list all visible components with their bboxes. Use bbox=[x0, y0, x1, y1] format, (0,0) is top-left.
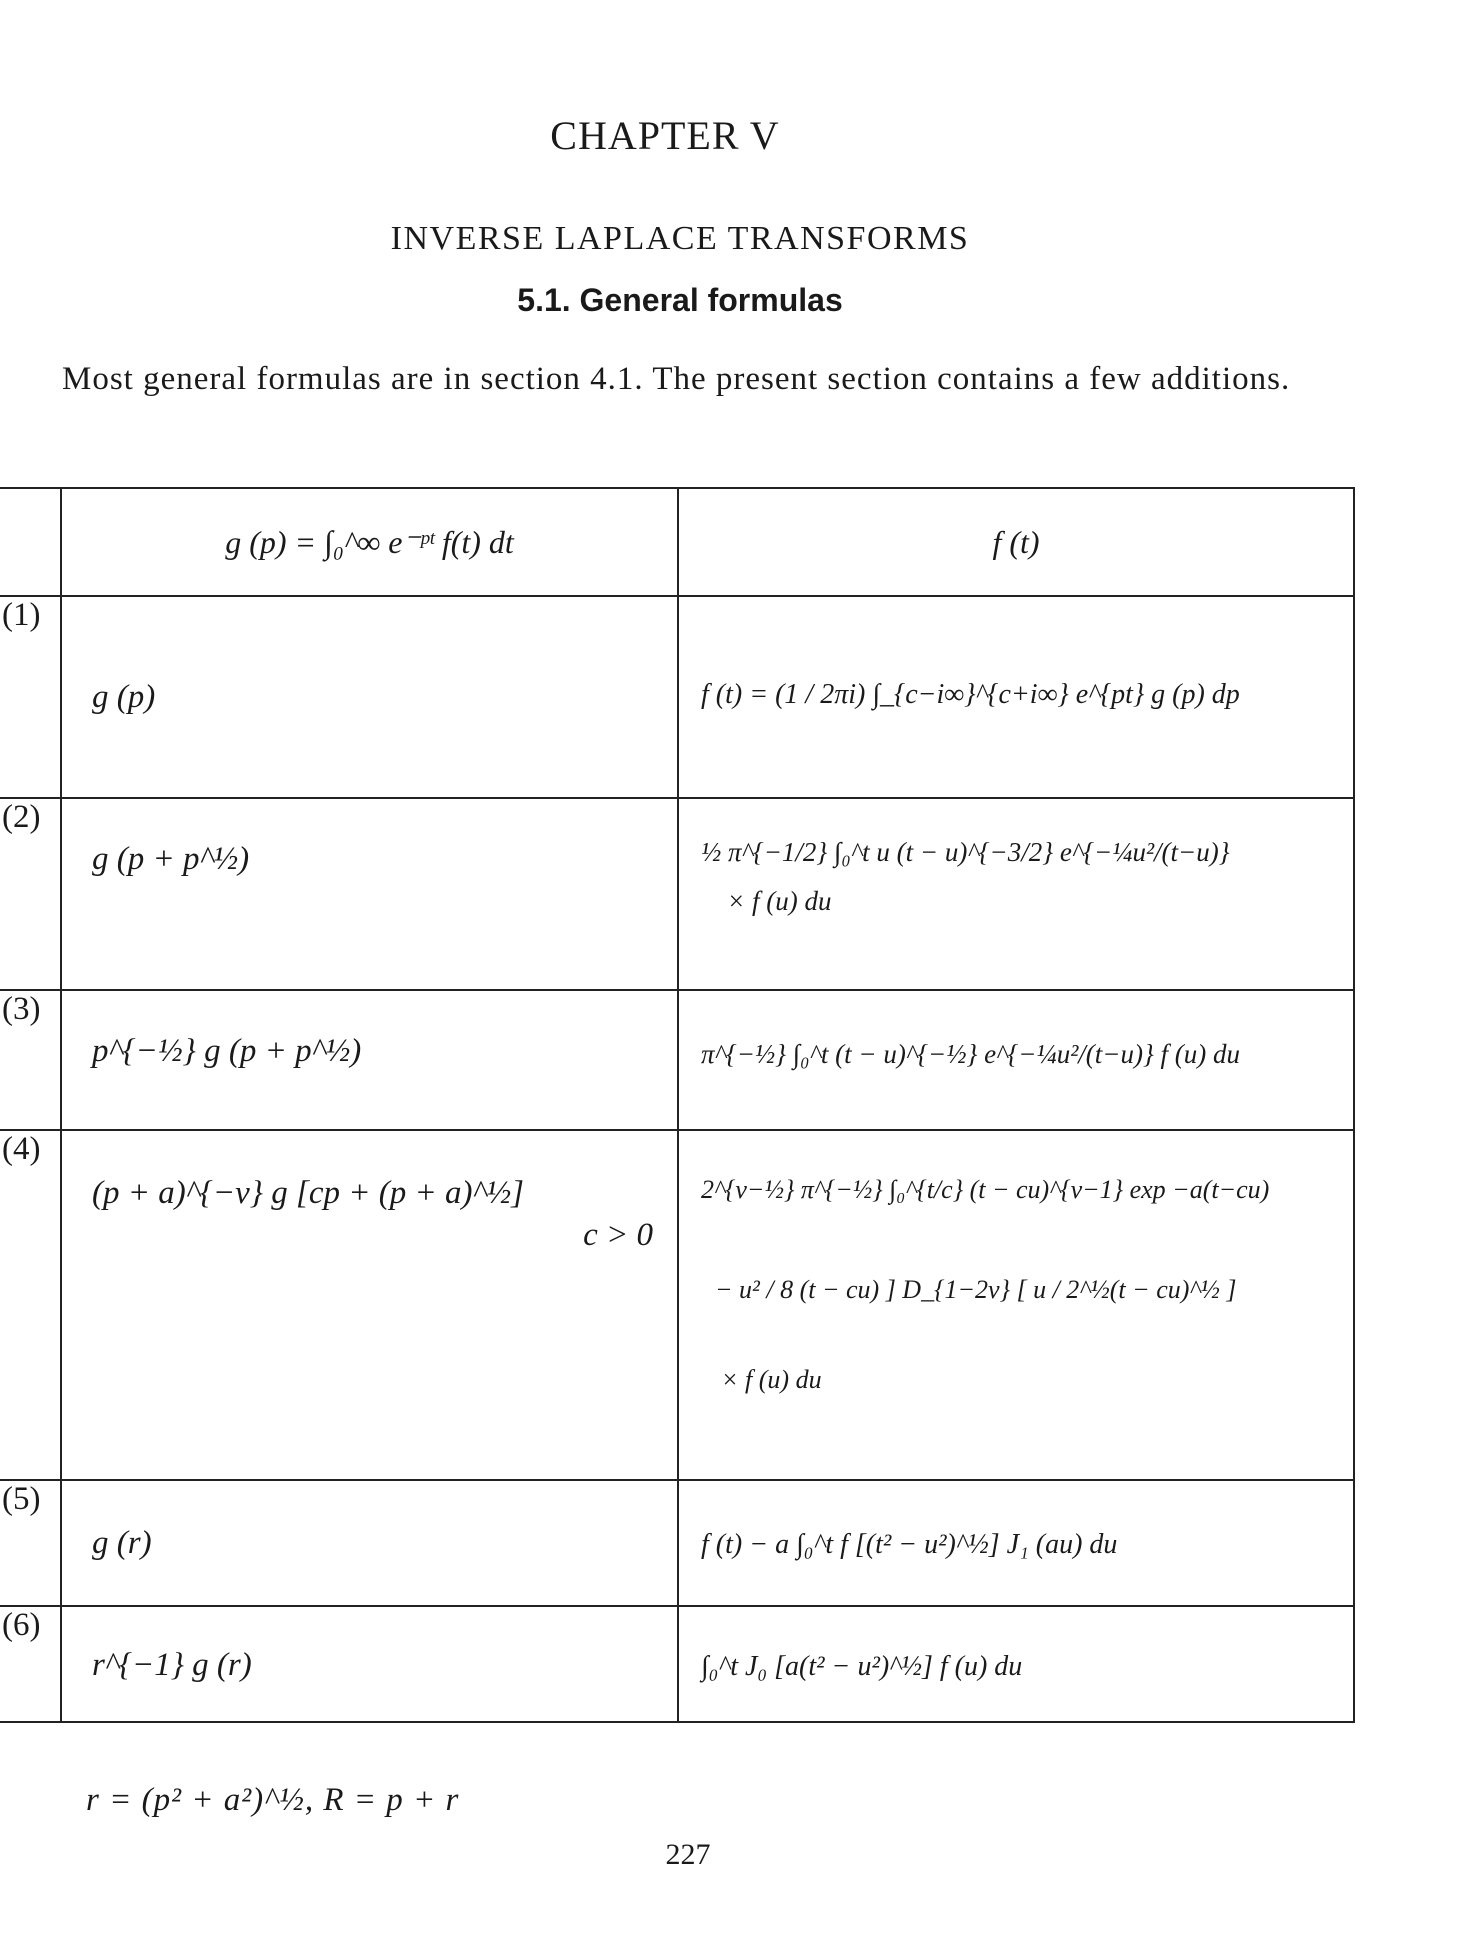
table-row bbox=[0, 990, 1354, 1130]
row-number: (6) bbox=[0, 1606, 61, 1722]
footer-definitions: r = (p² + a²)^½, R = p + r bbox=[86, 1782, 460, 1818]
table-row bbox=[0, 1480, 1354, 1606]
f-formula-line: − u² / 8 (t − cu) ] D_{1−2ν} [ u / 2^½(t − cu)^½ ] bbox=[715, 1275, 1237, 1304]
g-formula: g (p) bbox=[92, 679, 156, 715]
row-number: (4) bbox=[0, 1130, 61, 1480]
row-number: (1) bbox=[0, 596, 61, 798]
g-formula: (p + a)^{−ν} g [cp + (p + a)^½] bbox=[92, 1175, 524, 1211]
table-row bbox=[0, 596, 1354, 798]
g-cell bbox=[61, 1606, 678, 1722]
section-title: INVERSE LAPLACE TRANSFORMS bbox=[390, 220, 970, 257]
g-cell bbox=[61, 1480, 678, 1606]
f-cell bbox=[678, 1130, 1354, 1480]
row-number: (3) bbox=[0, 990, 61, 1130]
intro-paragraph: Most general formulas are in section 4.1. The present section contains a few additions. bbox=[62, 361, 1291, 397]
f-formula-line: × f (u) du bbox=[727, 886, 832, 916]
g-formula: g (r) bbox=[92, 1525, 152, 1561]
f-formula-line: π^{−½} ∫₀^t (t − u)^{−½} e^{−¼u²/(t−u)} f (u) du bbox=[701, 1039, 1241, 1069]
f-formula-line: 2^{ν−½} π^{−½} ∫₀^{t/c} (t − cu)^{ν−1} exp −a(t−cu) bbox=[701, 1175, 1270, 1204]
transform-table bbox=[0, 487, 1355, 1723]
g-formula: p^{−½} g (p + p^½) bbox=[92, 1033, 362, 1069]
f-formula-line: f (t) = (1 / 2πi) ∫_{c−i∞}^{c+i∞} e^{pt} g (p) dp bbox=[701, 679, 1240, 710]
g-cell bbox=[61, 1130, 678, 1480]
condition-label: c > 0 bbox=[583, 1217, 653, 1253]
f-cell bbox=[678, 1480, 1354, 1606]
f-formula-line: f (t) − a ∫₀^t f [(t² − u²)^½] J₁ (au) du bbox=[701, 1529, 1118, 1560]
g-cell bbox=[61, 798, 678, 990]
g-formula: r^{−1} g (r) bbox=[92, 1647, 252, 1683]
f-cell bbox=[678, 596, 1354, 798]
header-f: f (t) bbox=[678, 488, 1354, 596]
f-cell bbox=[678, 1606, 1354, 1722]
subsection-title: 5.1. General formulas bbox=[517, 282, 843, 318]
table-row bbox=[0, 1130, 1354, 1480]
header-number-cell bbox=[0, 488, 61, 596]
f-formula-line: × f (u) du bbox=[721, 1365, 822, 1394]
table-row bbox=[0, 798, 1354, 990]
f-formula-line: ∫₀^t J₀ [a(t² − u²)^½] f (u) du bbox=[701, 1651, 1023, 1682]
g-cell bbox=[61, 596, 678, 798]
row-number: (2) bbox=[0, 798, 61, 990]
f-cell bbox=[678, 990, 1354, 1130]
page-number: 227 bbox=[665, 1838, 711, 1871]
g-formula: g (p + p^½) bbox=[92, 841, 250, 877]
chapter-heading: CHAPTER V bbox=[550, 113, 780, 158]
table-row bbox=[0, 1606, 1354, 1722]
g-cell bbox=[61, 990, 678, 1130]
f-formula-line: ½ π^{−1/2} ∫₀^t u (t − u)^{−3/2} e^{−¼u²/(t−u)} bbox=[701, 837, 1230, 867]
f-cell bbox=[678, 798, 1354, 990]
table-header-row bbox=[0, 488, 1354, 596]
header-g: g (p) = ∫₀^∞ e⁻ᵖᵗ f(t) dt bbox=[61, 488, 678, 596]
row-number: (5) bbox=[0, 1480, 61, 1606]
